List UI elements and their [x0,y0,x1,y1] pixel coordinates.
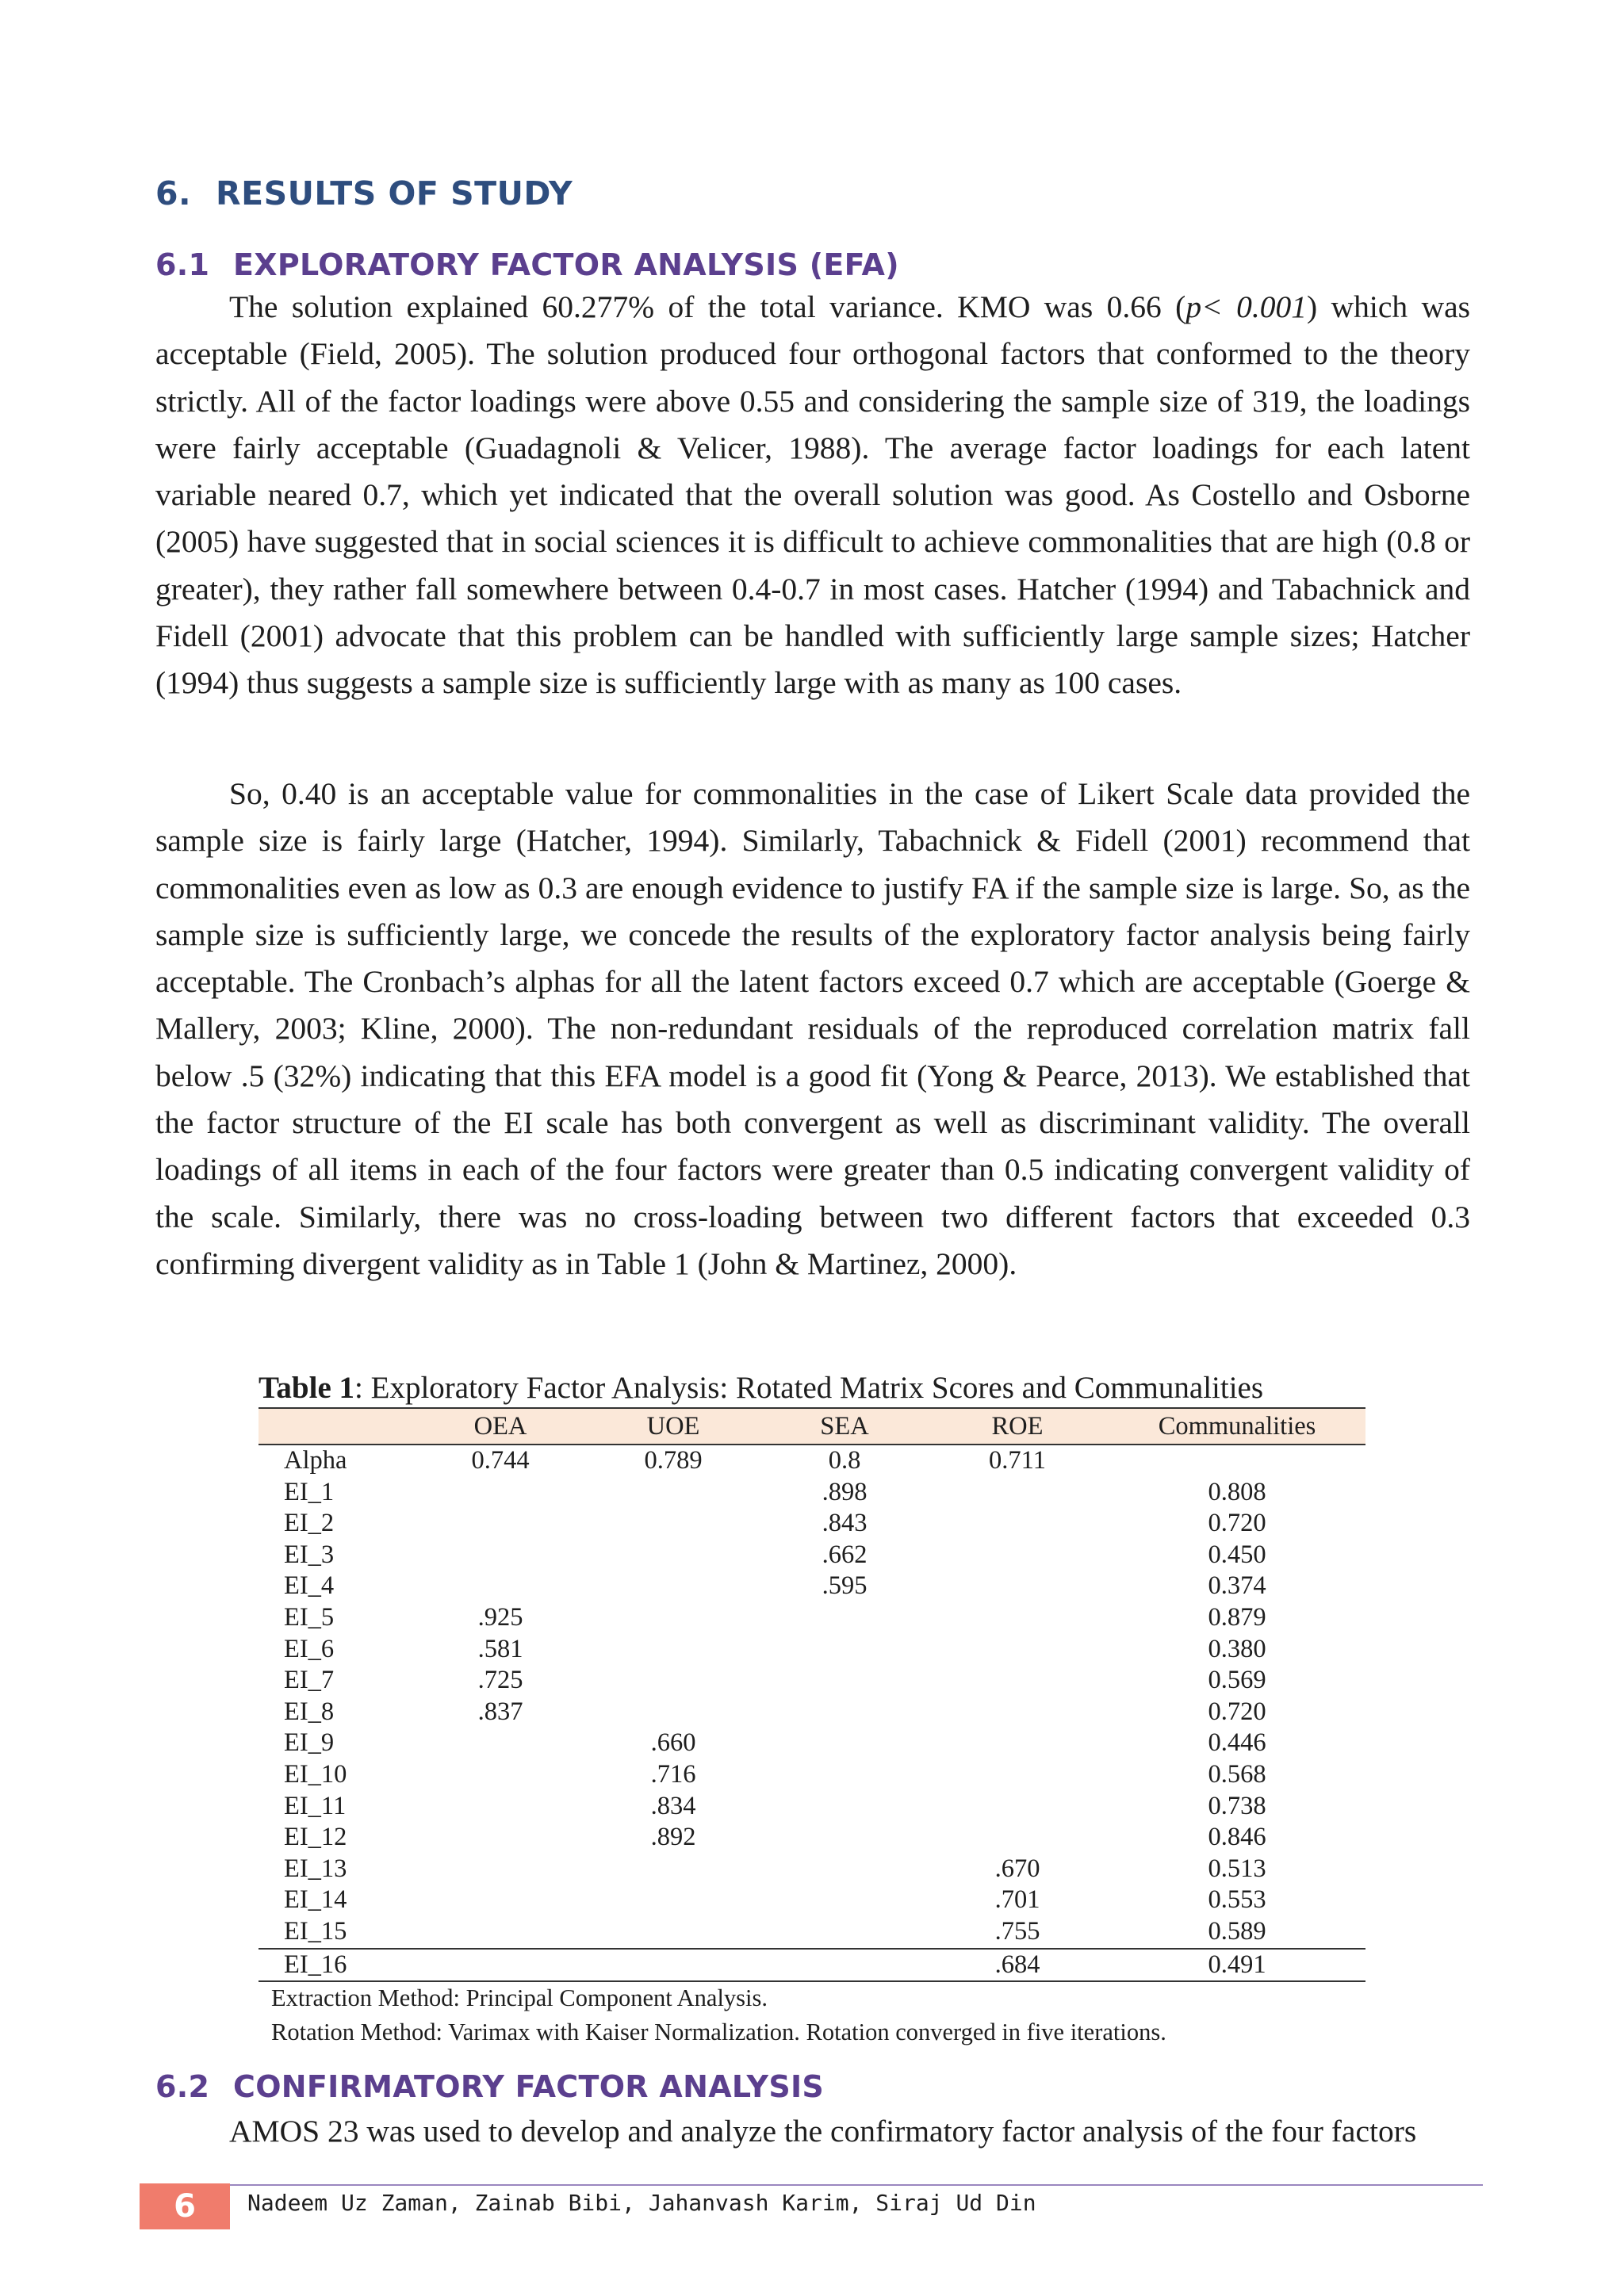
sea-value [763,1697,926,1728]
communality-value: 0.879 [1208,1602,1266,1632]
paragraph-text: ) which was acceptable (Field, 2005). The solution produced four orthogonal factors that conformed to the theory strictly. All of the factor loadings were above 0.55 and considering the sample size of 319, the loadings were fairly acceptable (Guadagnoli & Velicer, 1988). The average factor loadings for each latent variable neared 0.7, which yet indicated that the overall solution was good. As Costello and Osborne (2005) have suggested that in social sciences it is difficult to achieve commonalities that are high (0.8 or greater), they rather fall somewhere between 0.4-0.7 in most cases. Hatcher (1994) and Tabachnick and Fidell (2001) advocate that this problem can be handled with sufficiently large sample sizes; Hatcher (1994) thus suggests a sample size is sufficiently large with as many as 100 cases. [155,289,1471,701]
sea-value: .898 [822,1477,868,1506]
roe-value [926,1508,1109,1540]
communality-value: 0.450 [1208,1540,1266,1569]
sea-value [763,1854,926,1885]
oea-value [417,1854,584,1885]
sea-value [763,1949,926,1982]
table-header [259,1408,1365,1445]
roe-value [926,1665,1109,1697]
subsection-title: EXPLORATORY FACTOR ANALYSIS (EFA) [233,247,899,282]
section-heading-6 [155,174,573,212]
row-label: EI_6 [284,1634,335,1663]
table-row [259,1571,1365,1602]
oea-value [417,1508,584,1540]
communality-value: 0.569 [1208,1666,1266,1695]
page-number: 6 [140,2183,230,2229]
sea-value [763,1885,926,1916]
table-row [259,1540,1365,1571]
table-row [259,1916,1365,1949]
table-row [259,1854,1365,1885]
sea-value [763,1822,926,1854]
communality-value: 0.446 [1208,1728,1266,1758]
oea-value [417,1540,584,1571]
communality-value [1109,1445,1365,1477]
table-row [259,1759,1365,1791]
row-label: EI_4 [284,1571,335,1601]
section-number: 6. [155,174,192,212]
oea-value: .725 [477,1666,523,1695]
oea-header: OEA [417,1408,584,1445]
communality-value: 0.374 [1208,1571,1266,1601]
communality-value: 0.589 [1208,1916,1266,1946]
communality-value: 0.720 [1208,1509,1266,1538]
table-row [259,1634,1365,1666]
communality-value: 0.380 [1208,1634,1266,1663]
section-title: RESULTS OF STUDY [216,174,573,212]
table-row [259,1508,1365,1540]
uoe-value [584,1949,763,1982]
efa-table [259,1407,1365,1982]
roe-value: .755 [994,1916,1040,1946]
p-value-italic: p< 0.001 [1185,289,1308,324]
paragraph-efa-intro [155,284,1470,707]
oea-value [417,1916,584,1949]
table-row [259,1822,1365,1854]
row-label: EI_5 [284,1602,335,1632]
sea-value [763,1665,926,1697]
subsection-number: 6.2 [155,2069,210,2104]
table-note-rotation: Rotation Method: Varimax with Kaiser Normalization. Rotation converged in five iterations. [271,2019,1166,2045]
roe-header: ROE [926,1408,1109,1445]
row-label: EI_1 [284,1477,335,1506]
uoe-value: .834 [650,1791,696,1820]
subsection-title: CONFIRMATORY FACTOR ANALYSIS [233,2069,825,2104]
table-row [259,1602,1365,1634]
uoe-value [584,1854,763,1885]
uoe-value [584,1540,763,1571]
sea-value [763,1791,926,1823]
roe-value [926,1540,1109,1571]
oea-value [417,1791,584,1823]
table-row [259,1697,1365,1728]
sea-value [763,1602,926,1634]
roe-value: .701 [994,1885,1040,1915]
oea-value [417,1759,584,1791]
communality-value: 0.491 [1109,1949,1365,1982]
row-label: EI_9 [284,1728,335,1758]
row-label: EI_14 [284,1885,347,1915]
oea-value [417,1949,584,1982]
uoe-value: 0.789 [644,1446,703,1475]
row-label: EI_7 [284,1666,335,1695]
communality-value: 0.808 [1208,1477,1266,1506]
roe-value: 0.711 [989,1446,1046,1475]
sea-value: 0.8 [828,1446,861,1475]
table-row [259,1728,1365,1759]
sea-value [763,1728,926,1759]
table-row [259,1477,1365,1509]
roe-value [926,1697,1109,1728]
row-label: EI_11 [284,1791,347,1820]
oea-value: .925 [477,1602,523,1632]
uoe-value [584,1916,763,1949]
roe-value [926,1791,1109,1823]
row-label: EI_2 [284,1509,335,1538]
communality-value: 0.513 [1208,1854,1266,1883]
roe-value [926,1602,1109,1634]
oea-value: .837 [477,1697,523,1726]
communalities-header: Communalities [1109,1408,1365,1445]
oea-value: 0.744 [471,1446,530,1475]
row-label: EI_15 [284,1916,347,1946]
footer-authors: Nadeem Uz Zaman, Zainab Bibi, Jahanvash Karim, Siraj Ud Din [247,2190,1036,2216]
header-row [259,1408,1365,1445]
uoe-value: .892 [650,1823,696,1852]
table-body [259,1445,1365,1981]
row-label: EI_12 [284,1823,347,1852]
table-row [259,1665,1365,1697]
roe-value [926,1728,1109,1759]
uoe-value [584,1665,763,1697]
communality-value: 0.738 [1208,1791,1266,1820]
sea-value [763,1759,926,1791]
uoe-value [584,1508,763,1540]
roe-value: .684 [926,1949,1109,1982]
uoe-header: UOE [584,1408,763,1445]
footer-divider [230,2184,1483,2186]
section-heading-6-1 [155,247,899,282]
sea-value: .662 [822,1540,868,1569]
subsection-number: 6.1 [155,247,210,282]
table-note-extraction: Extraction Method: Principal Component Analysis. [271,1984,768,2011]
roe-value [926,1477,1109,1509]
uoe-value [584,1634,763,1666]
table-row [259,1949,1365,1982]
communality-value: 0.846 [1208,1823,1266,1852]
sea-value [763,1916,926,1949]
uoe-value [584,1885,763,1916]
row-label: EI_8 [284,1697,335,1726]
table-row [259,1445,1365,1477]
roe-value: .670 [994,1854,1040,1883]
paragraph-efa-discussion: So, 0.40 is an acceptable value for commonalities in the case of Likert Scale data provided the sample size is fairly large (Hatcher, 1994). Similarly, Tabachnick & Fidell (2001) recommend that commonalities even as low as 0.3 are enough evidence to justify FA if the sample size is large. So, as the sample size is sufficiently large, we concede the results of the exploratory factor analysis being fairly acceptable. The Cronbach’s alphas for all the latent factors exceed 0.7 which are acceptable (Goerge & Mallery, 2003; Kline, 2000). The non-redundant residuals of the reproduced correlation matrix fall below .5 (32%) indicating that this EFA model is a good fit (Yong & Pearce, 2013). We established that the factor structure of the EI scale has both convergent as well as discriminant validity. The overall loadings of all items in each of the four factors were greater than 0.5 indicating convergent validity of the scale. Similarly, there was no cross-loading between two different factors that exceeded 0.3 confirming divergent validity as in Table 1 (John & Martinez, 2000). [155,776,1470,1281]
section-heading-6-2 [155,2069,824,2104]
oea-value [417,1728,584,1759]
communality-value: 0.568 [1208,1759,1266,1789]
table-row [259,1791,1365,1823]
oea-value [417,1477,584,1509]
table-caption-text: : Exploratory Factor Analysis: Rotated Matrix Scores and Communalities [354,1371,1264,1405]
uoe-value: .660 [650,1728,696,1758]
row-label: Alpha [284,1446,347,1475]
row-label: EI_13 [284,1854,347,1883]
oea-value [417,1571,584,1602]
sea-value: .595 [822,1571,868,1601]
oea-value [417,1885,584,1916]
uoe-value [584,1571,763,1602]
oea-value [417,1822,584,1854]
table-caption-label: Table 1 [259,1371,355,1405]
roe-value [926,1822,1109,1854]
row-label: EI_16 [259,1949,417,1982]
uoe-value [584,1602,763,1634]
roe-value [926,1634,1109,1666]
table-caption [259,1369,1369,1407]
table-row [259,1885,1365,1916]
row-label: EI_10 [284,1759,347,1789]
row-label-header [259,1408,417,1445]
sea-value: .843 [822,1509,868,1538]
roe-value [926,1571,1109,1602]
uoe-value [584,1697,763,1728]
communality-value: 0.720 [1208,1697,1266,1726]
communality-value: 0.553 [1208,1885,1266,1915]
paragraph-text: The solution explained 60.277% of the total variance. KMO was 0.66 ( [229,289,1186,324]
uoe-value: .716 [650,1759,696,1789]
uoe-value [584,1477,763,1509]
paragraph-cfa-intro: AMOS 23 was used to develop and analyze the confirmatory factor analysis of the four factors [229,2114,1417,2149]
oea-value: .581 [477,1634,523,1663]
row-label: EI_3 [284,1540,335,1569]
roe-value [926,1759,1109,1791]
sea-value [763,1634,926,1666]
sea-header: SEA [763,1408,926,1445]
